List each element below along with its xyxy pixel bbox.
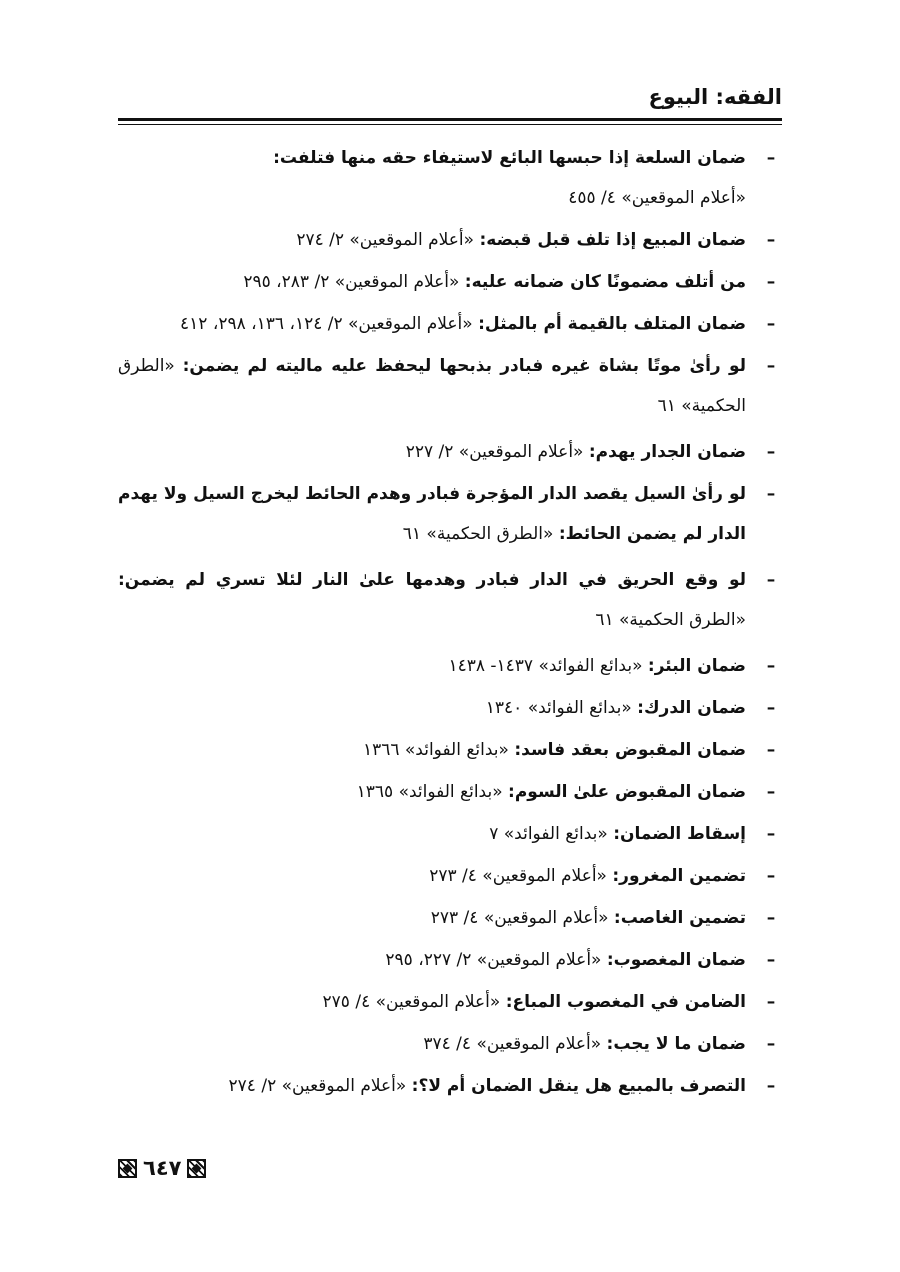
- entry-dash: –: [766, 992, 776, 1012]
- entry-reference: «أعلام الموقعين» ٤/ ٢٧٣: [430, 908, 609, 928]
- entry-dash: –: [766, 656, 776, 676]
- entry-term: لو رأىٰ موتًا بشاة غيره فبادر بذبحها ليحفظ عليه ماليته لم يضمن:: [182, 356, 747, 376]
- entry-term: لو وقع الحريق في الدار فبادر وهدمها علىٰ النار لئلا تسري لم يضمن:: [118, 570, 746, 590]
- entry-term: ضمان الجدار يهدم:: [588, 442, 746, 462]
- index-entry: [118, 898, 782, 938]
- entry-term: من أتلف مضمونًا كان ضمانه عليه:: [464, 272, 746, 292]
- index-entry: [118, 1024, 782, 1064]
- entry-dash: –: [766, 908, 776, 928]
- index-entry: [118, 346, 782, 426]
- entry-term: ضمان المبيع إذا تلف قبل قبضه:: [479, 230, 746, 250]
- entry-dash: –: [766, 824, 776, 844]
- entry-term: ضمان البئر:: [647, 656, 746, 676]
- index-entries: [118, 138, 782, 1108]
- entry-term: ضمان المتلف بالقيمة أم بالمثل:: [478, 314, 746, 334]
- index-entry: [118, 304, 782, 344]
- index-entry: [118, 646, 782, 686]
- index-entry: [118, 474, 782, 554]
- page-footer: [118, 1156, 206, 1180]
- entry-term: إسقاط الضمان:: [613, 824, 746, 844]
- entry-dash: –: [766, 570, 776, 590]
- entry-dash: –: [766, 782, 776, 802]
- entry-reference: «أعلام الموقعين» ٢/ ٢٧٤: [228, 1076, 407, 1096]
- index-entry: [118, 688, 782, 728]
- entry-dash: –: [766, 356, 776, 376]
- entry-dash: –: [766, 1034, 776, 1054]
- index-entry: [118, 560, 782, 640]
- header-rule-thick: [118, 118, 782, 121]
- index-entry: [118, 220, 782, 260]
- index-entry: [118, 730, 782, 770]
- entry-reference: «بدائع الفوائد» ١٤٣٧- ١٤٣٨: [448, 656, 643, 676]
- ornament-icon: [187, 1159, 206, 1178]
- entry-dash: –: [766, 484, 776, 504]
- entry-term: ضمان الدرك:: [637, 698, 746, 718]
- index-entry: [118, 940, 782, 980]
- entry-term: التصرف بالمبيع هل ينقل الضمان أم لا؟:: [411, 1076, 746, 1096]
- entry-term: ضمان المقبوض بعقد فاسد:: [514, 740, 746, 760]
- entry-term: ضمان السلعة إذا حبسها البائع لاستيفاء حقه منها فتلفت:: [273, 148, 746, 168]
- entry-reference: «الطرق الحكمية» ٦١: [595, 610, 746, 630]
- entry-reference: «أعلام الموقعين» ٢/ ٢٨٣، ٢٩٥: [243, 272, 460, 292]
- entry-reference: «أعلام الموقعين» ٢/ ٢٧٤: [296, 230, 475, 250]
- entry-dash: –: [766, 442, 776, 462]
- entry-reference: «بدائع الفوائد» ٧: [489, 824, 608, 844]
- entry-reference: «أعلام الموقعين» ٢/ ١٢٤، ١٣٦، ٢٩٨، ٤١٢: [180, 314, 473, 334]
- entry-reference: «بدائع الفوائد» ١٣٤٠: [485, 698, 632, 718]
- index-entry: [118, 772, 782, 812]
- entry-dash: –: [766, 1076, 776, 1096]
- entry-dash: –: [766, 950, 776, 970]
- entry-reference: «الطرق الحكمية» ٦١: [118, 356, 746, 416]
- index-entry: [118, 856, 782, 896]
- entry-reference: «أعلام الموقعين» ٢/ ٢٢٧، ٢٩٥: [385, 950, 602, 970]
- entry-term: ضمان المقبوض علىٰ السوم:: [508, 782, 746, 802]
- ornament-icon: [118, 1159, 137, 1178]
- entry-reference: «أعلام الموقعين» ٤/ ٤٥٥: [568, 188, 746, 208]
- entry-term: تضمين الغاصب:: [613, 908, 746, 928]
- entry-dash: –: [766, 314, 776, 334]
- entry-reference: «بدائع الفوائد» ١٣٦٥: [356, 782, 503, 802]
- page-number: ٦٤٧: [143, 1156, 182, 1180]
- entry-term: الضامن في المغصوب المباع:: [505, 992, 746, 1012]
- entry-term: ضمان ما لا يجب:: [606, 1034, 746, 1054]
- page-header-title: الفقه: البيوع: [648, 85, 782, 109]
- index-entry: [118, 982, 782, 1022]
- entry-dash: –: [766, 230, 776, 250]
- entry-dash: –: [766, 866, 776, 886]
- entry-term: لو رأىٰ السيل يقصد الدار المؤجرة فبادر وهدم الحائط ليخرج السيل ولا يهدم الدار لم يضمن الحائط:: [118, 484, 746, 544]
- entry-dash: –: [766, 698, 776, 718]
- index-entry: [118, 1066, 782, 1106]
- entry-dash: –: [766, 148, 776, 168]
- index-entry: [118, 138, 782, 218]
- index-entry: [118, 262, 782, 302]
- entry-term: تضمين المغرور:: [612, 866, 746, 886]
- index-entry: [118, 814, 782, 854]
- entry-reference: «أعلام الموقعين» ٤/ ٢٧٥: [322, 992, 501, 1012]
- entry-reference: «أعلام الموقعين» ٤/ ٣٧٤: [423, 1034, 602, 1054]
- index-entry: [118, 432, 782, 472]
- entry-reference: «الطرق الحكمية» ٦١: [402, 524, 554, 544]
- entry-reference: «بدائع الفوائد» ١٣٦٦: [362, 740, 509, 760]
- entry-reference: «أعلام الموقعين» ٤/ ٢٧٣: [429, 866, 607, 886]
- entry-reference: «أعلام الموقعين» ٢/ ٢٢٧: [405, 442, 584, 462]
- header-rule-thin: [118, 124, 782, 125]
- entry-dash: –: [766, 740, 776, 760]
- entry-dash: –: [766, 272, 776, 292]
- entry-term: ضمان المغصوب:: [606, 950, 746, 970]
